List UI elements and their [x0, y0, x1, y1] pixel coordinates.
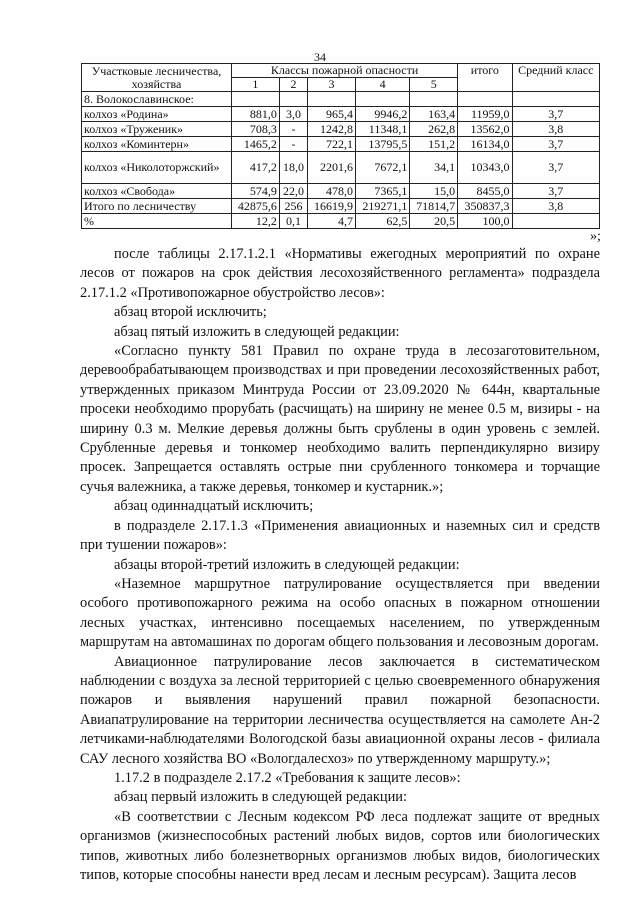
table-row: [82, 199, 600, 214]
class-1-value: 1465,2: [232, 137, 280, 152]
average-class-value: 3,7: [512, 184, 599, 199]
header-average-class: Средний класс: [512, 64, 599, 92]
paragraph: Авиационное патрулирование лесов заключается в систематическом наблюдении с воздуха за лесной территорией с целью своевременного обнаружения пожаров и выявления нарушений правил пожарной безопасности. Авиапатрулирование на территории лесничества осуществляется на самолете Ан-2 летчиками-наблюдателями Вологодской базы авиационной охраны лесов - филиала САУ лесного хозяйства ВО «Вологдалесхоз» по утвержденному маршруту.»;: [80, 653, 600, 767]
class-1-value: 574,9: [232, 184, 280, 199]
table-row: [82, 137, 600, 152]
row-name: %: [82, 214, 232, 229]
class-number: 3: [308, 78, 356, 92]
header-forestry: Участковые лесничества, хозяйства: [82, 64, 232, 92]
closing-quote: »;: [590, 229, 601, 244]
class-3-value: 965,4: [308, 107, 356, 122]
fire-danger-table: [81, 63, 600, 229]
class-4-value: 11348,1: [355, 122, 409, 137]
row-name: колхоз «Николоторжский»: [82, 152, 232, 184]
class-5-value: 262,8: [410, 122, 458, 137]
total-value: 8455,0: [458, 184, 512, 199]
paragraph: после таблицы 2.17.1.2.1 «Нормативы ежегодных мероприятий по охране лесов от пожаров на срок действия лесохозяйственного регламента» подраздела 2.17.1.2 «Противопожарное обустройство лесов»:: [80, 246, 600, 301]
class-1-value: 881,0: [232, 107, 280, 122]
class-3-value: 16619,9: [308, 199, 356, 214]
table-row: [82, 152, 600, 184]
table-row: [82, 184, 600, 199]
header-total: итого: [458, 64, 512, 92]
row-name: колхоз «Родина»: [82, 107, 232, 122]
average-class-value: 3,7: [512, 107, 599, 122]
class-4-value: 13795,5: [355, 137, 409, 152]
class-4-value: 62,5: [355, 214, 409, 229]
class-5-value: 34,1: [410, 152, 458, 184]
paragraph: абзац одиннадцатый исключить;: [114, 498, 314, 515]
class-5-value: 163,4: [410, 107, 458, 122]
class-4-value: 219271,1: [355, 199, 409, 214]
class-2-value: 3,0: [279, 107, 307, 122]
table-row: [82, 122, 600, 137]
section-label: 8. Волокославинское:: [82, 92, 232, 107]
body-text: [80, 245, 600, 885]
total-value: 10343,0: [458, 152, 512, 184]
class-5-value: 151,2: [410, 137, 458, 152]
paragraph: абзац пятый изложить в следующей редакции:: [114, 323, 400, 340]
paragraph: абзацы второй-третий изложить в следующей редакции:: [114, 556, 460, 573]
total-value: 16134,0: [458, 137, 512, 152]
average-class-value: 3,7: [512, 137, 599, 152]
class-3-value: 478,0: [308, 184, 356, 199]
table-header-row: [82, 64, 600, 78]
class-3-value: 2201,6: [308, 152, 356, 184]
table-row: [82, 214, 600, 229]
page-number: 34: [314, 50, 326, 64]
paragraph: абзац второй исключить;: [114, 304, 267, 321]
paragraph: в подразделе 2.17.1.3 «Применения авиационных и наземных сил и средств при тушении пожаров»:: [80, 517, 600, 554]
class-number: 2: [279, 78, 307, 92]
class-1-value: 42875,6: [232, 199, 280, 214]
row-name: Итого по лесничеству: [82, 199, 232, 214]
average-class-value: 3,7: [512, 152, 599, 184]
class-5-value: 20,5: [410, 214, 458, 229]
class-number: 1: [232, 78, 280, 92]
class-2-value: 256: [279, 199, 307, 214]
header-fire-classes: Классы пожарной опасности: [232, 64, 458, 78]
class-3-value: 4,7: [308, 214, 356, 229]
class-4-value: 7365,1: [355, 184, 409, 199]
class-number: 4: [355, 78, 409, 92]
class-2-value: 0,1: [279, 214, 307, 229]
table-row: [82, 107, 600, 122]
class-4-value: 9946,2: [355, 107, 409, 122]
class-5-value: 15,0: [410, 184, 458, 199]
row-name: колхоз «Свобода»: [82, 184, 232, 199]
class-1-value: 417,2: [232, 152, 280, 184]
table-section-row: [82, 92, 600, 107]
class-1-value: 12,2: [232, 214, 280, 229]
total-value: 350837,3: [458, 199, 512, 214]
average-class-value: 3,8: [512, 199, 599, 214]
paragraph: 1.17.2 в подразделе 2.17.2 «Требования к защите лесов»:: [114, 769, 461, 786]
class-2-value: -: [279, 122, 307, 137]
class-4-value: 7672,1: [355, 152, 409, 184]
average-class-value: [512, 214, 599, 229]
row-name: колхоз «Коминтерн»: [82, 137, 232, 152]
total-value: 11959,0: [458, 107, 512, 122]
total-value: 100,0: [458, 214, 512, 229]
paragraph: «Согласно пункту 581 Правил по охране труда в лесозаготовительном, деревообрабатывающем производствах и при проведении лесохозяйственных работ, утвержденных приказом Минтруда России от 23.09.2020 № 644н, квартальные просеки необходимо прорубать (расчищать) на ширину не менее 0.5 м, визиры - на ширину 0.3 м. Мелкие деревья должны быть срублены в один уровень с землей. Срубленные деревья и тонкомер необходимо валить перпендикулярно визиру просек. Запрещается оставлять острые пни срубленного тонкомера и торчащие сучья валежника, а также деревья, тонкомер и кустарник.»;: [80, 343, 600, 495]
class-5-value: 71814,7: [410, 199, 458, 214]
class-3-value: 722,1: [308, 137, 356, 152]
row-name: колхоз «Труженик»: [82, 122, 232, 137]
class-2-value: 18,0: [279, 152, 307, 184]
class-3-value: 1242,8: [308, 122, 356, 137]
paragraph: абзац первый изложить в следующей редакции:: [114, 789, 408, 806]
class-2-value: -: [279, 137, 307, 152]
class-1-value: 708,3: [232, 122, 280, 137]
class-2-value: 22,0: [279, 184, 307, 199]
paragraph: «В соответствии с Лесным кодексом РФ леса подлежат защите от вредных организмов (жизнеспособных растений любых видов, сортов или биологических типов, животных либо болезнетворных организмов любых видов, биологических типов, которые способны нанести вред лесам и лесным ресурсам). Защита лесов: [80, 808, 600, 883]
class-number: 5: [410, 78, 458, 92]
total-value: 13562,0: [458, 122, 512, 137]
paragraph: «Наземное маршрутное патрулирование осуществляется при введении особого противопожарного режима на особо опасных в пожарном отношении лесных участках, интенсивно посещаемых населением, по утвержденным маршрутам на автомашинах по дорогам общего пользования и лесовозным дорогам.: [80, 575, 600, 651]
average-class-value: 3,8: [512, 122, 599, 137]
